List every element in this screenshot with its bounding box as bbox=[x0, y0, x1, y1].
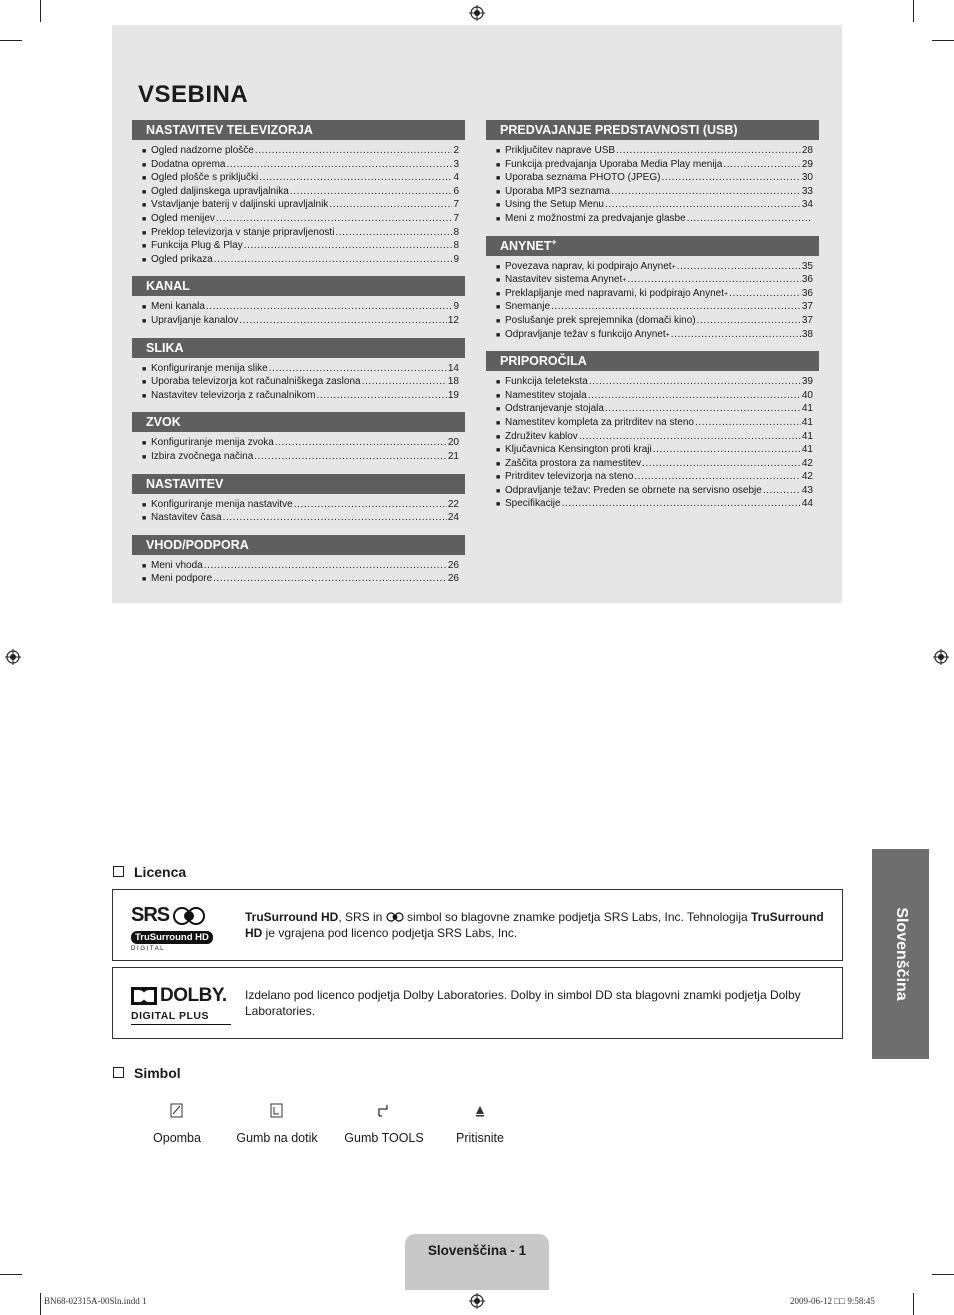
square-bullet-icon: ■ bbox=[142, 562, 147, 570]
toc-entry[interactable] bbox=[132, 159, 465, 173]
toc-entry-page: 14 bbox=[447, 362, 459, 374]
toc-section bbox=[132, 474, 465, 526]
toc-entry[interactable] bbox=[486, 172, 819, 186]
toc-entry-page: 12 bbox=[447, 314, 459, 326]
square-bullet-icon: ■ bbox=[496, 263, 501, 271]
toc-entry-title: Pritrditev televizorja na steno bbox=[505, 471, 634, 483]
square-bullet-icon: ■ bbox=[496, 487, 501, 495]
toc-entry-page: 26 bbox=[447, 559, 459, 571]
dot-leader bbox=[695, 417, 801, 430]
toc-entry[interactable] bbox=[486, 403, 819, 417]
toc-entry-page: 28 bbox=[801, 145, 813, 156]
dot-leader bbox=[206, 301, 453, 314]
toc-entry[interactable] bbox=[132, 512, 465, 526]
tools-icon bbox=[340, 1103, 428, 1123]
srs-licence-box bbox=[112, 889, 843, 961]
dolby-licence-text: Izdelano pod licenco podjetja Dolby Laboratories. Dolby in simbol DD sta blagovni znamki podjetja Dolby Laboratories. bbox=[245, 988, 801, 1018]
square-bullet-icon: ■ bbox=[496, 447, 501, 455]
toc-entry-page: 9 bbox=[453, 301, 459, 313]
toc-entry-title: Ogled plošče s priključki bbox=[151, 172, 259, 184]
dot-leader bbox=[611, 186, 801, 199]
square-bullet-icon: ■ bbox=[496, 188, 501, 196]
srs-logo-badge: TruSurround HD bbox=[131, 931, 213, 944]
toc-entry-title: Ogled menijev bbox=[151, 212, 215, 224]
toc-section-heading bbox=[132, 276, 465, 296]
srs-logo-sub: D I G I T A L bbox=[131, 946, 164, 952]
toc-entry-title: Vstavljanje baterij v daljinski upravljalnik bbox=[151, 199, 329, 211]
toc-entry-title: Funkcija Plug & Play bbox=[151, 240, 243, 252]
press-icon bbox=[448, 1103, 512, 1123]
dot-leader bbox=[605, 199, 801, 212]
toc-entry[interactable] bbox=[132, 213, 465, 227]
toc-entry-page: 3 bbox=[453, 158, 459, 170]
toc-entry-title: Združitev kablov bbox=[505, 430, 578, 442]
checkbox-bullet-icon bbox=[113, 1067, 124, 1078]
square-bullet-icon: ■ bbox=[142, 365, 147, 373]
toc-entry[interactable] bbox=[132, 254, 465, 268]
registration-mark-icon bbox=[469, 5, 485, 21]
toc-section-heading bbox=[486, 351, 819, 371]
toc-entry[interactable] bbox=[486, 417, 819, 431]
toc-entry-title: Uporaba televizorja kot računalniškega zaslona bbox=[151, 376, 361, 388]
square-bullet-icon: ■ bbox=[496, 474, 501, 482]
square-bullet-icon: ■ bbox=[496, 175, 501, 183]
toc-entry-title: Upravljanje kanalov bbox=[151, 314, 239, 326]
dot-leader bbox=[335, 227, 452, 240]
square-bullet-icon: ■ bbox=[496, 379, 501, 387]
toc-entry-page: 41 bbox=[801, 444, 813, 456]
toc-entry-page: 19 bbox=[447, 389, 459, 401]
toc-entry[interactable] bbox=[132, 499, 465, 513]
toc-entry-title: Konfiguriranje menija slike bbox=[151, 362, 268, 374]
toc-entry-title: Ogled daljinskega upravljalnika bbox=[151, 185, 289, 197]
srs-logo bbox=[131, 904, 223, 952]
toc-section bbox=[132, 276, 465, 328]
toc-entry[interactable] bbox=[132, 451, 465, 465]
toc-section-heading bbox=[132, 338, 465, 358]
square-bullet-icon: ■ bbox=[142, 440, 147, 448]
toc-entry-title: Odpravljanje težav: Preden se obrnete na servisno osebje bbox=[505, 484, 762, 496]
licence-heading-text: Licenca bbox=[134, 864, 187, 880]
square-bullet-icon: ■ bbox=[496, 419, 501, 427]
crop-mark bbox=[0, 40, 22, 41]
srs-text-part: , SRS in bbox=[338, 910, 386, 924]
srs-licence-text bbox=[245, 909, 834, 941]
toc-entry[interactable] bbox=[486, 301, 819, 315]
square-bullet-icon: ■ bbox=[142, 229, 147, 237]
srs-bold-term: TruSurround HD bbox=[245, 910, 824, 940]
dot-leader bbox=[588, 390, 801, 403]
dot-leader bbox=[589, 376, 801, 389]
symbol-note bbox=[140, 1103, 214, 1145]
crop-mark bbox=[40, 1293, 41, 1315]
toc-entry[interactable] bbox=[132, 301, 465, 315]
toc-entry-title: Nastavitev televizorja z računalnikom bbox=[151, 389, 316, 401]
symbol-label: Gumb na dotik bbox=[236, 1131, 318, 1145]
dot-leader bbox=[204, 560, 447, 573]
toc-entry[interactable] bbox=[486, 199, 819, 213]
toc-entry[interactable] bbox=[486, 390, 819, 404]
square-bullet-icon: ■ bbox=[496, 406, 501, 414]
square-bullet-icon: ■ bbox=[142, 243, 147, 251]
toc-section-heading bbox=[486, 120, 819, 140]
dot-leader bbox=[723, 159, 801, 172]
toc-entry-title: Odstranjevanje stojala bbox=[505, 403, 604, 415]
language-side-tab bbox=[872, 849, 929, 1059]
toc-entry[interactable] bbox=[486, 498, 819, 512]
toc-entry-page: 7 bbox=[453, 212, 459, 224]
toc-entry-title: Snemanje bbox=[505, 301, 551, 313]
toc-entry-title: Preklapljanje med napravami, ki podpirajo Anynet bbox=[505, 287, 725, 299]
toc-column-right bbox=[486, 120, 819, 521]
square-bullet-icon: ■ bbox=[496, 317, 501, 325]
square-bullet-icon: ■ bbox=[496, 202, 501, 210]
licence-heading bbox=[113, 864, 186, 880]
dot-leader bbox=[697, 315, 801, 328]
toc-entry[interactable] bbox=[132, 573, 465, 587]
dot-leader bbox=[329, 199, 452, 212]
dot-leader bbox=[653, 444, 801, 457]
square-bullet-icon: ■ bbox=[142, 304, 147, 312]
toc-entry-superscript: + bbox=[622, 277, 627, 285]
srs-inline-symbol-icon bbox=[386, 912, 404, 922]
toc-entry-title: Namestitev kompleta za pritrditev na steno bbox=[505, 416, 694, 428]
square-bullet-icon: ■ bbox=[496, 331, 501, 339]
toc-entry-title: Using the Setup Menu bbox=[505, 199, 604, 211]
toc-entry-page: 8 bbox=[453, 226, 459, 238]
dot-leader bbox=[255, 145, 453, 158]
toc-section bbox=[132, 338, 465, 404]
toc-entry-page: 8 bbox=[453, 240, 459, 252]
registration-mark-icon bbox=[933, 649, 949, 665]
toc-entry-page: 36 bbox=[801, 287, 813, 299]
square-bullet-icon: ■ bbox=[496, 277, 501, 285]
square-bullet-icon: ■ bbox=[496, 304, 501, 312]
toc-entry-page: 9 bbox=[453, 253, 459, 265]
toc-entry-title: Zaščita prostora za namestitev bbox=[505, 457, 642, 469]
toc-entry[interactable] bbox=[132, 376, 465, 390]
square-bullet-icon: ■ bbox=[142, 453, 147, 461]
toc-entry-title: Uporaba seznama PHOTO (JPEG) bbox=[505, 172, 661, 184]
toc-section-heading-text: VHOD/PODPORA bbox=[146, 537, 249, 552]
toc-entry-title: Ogled prikaza bbox=[151, 253, 213, 265]
toc-entry[interactable] bbox=[132, 560, 465, 574]
toc-entry[interactable] bbox=[486, 288, 819, 302]
toc-entry-page: 18 bbox=[447, 376, 459, 388]
square-bullet-icon: ■ bbox=[496, 501, 501, 509]
toc-section bbox=[132, 120, 465, 267]
dot-leader bbox=[244, 240, 453, 253]
toc-entry[interactable] bbox=[132, 199, 465, 213]
toc-entry-title: Funkcija predvajanja Uporaba Media Play menija bbox=[505, 158, 723, 170]
toc-entry[interactable] bbox=[132, 363, 465, 377]
toc-entry-title: Dodatna oprema bbox=[151, 158, 226, 170]
srs-text-part: je vgrajena pod licenco podjetja SRS Labs, Inc. bbox=[262, 926, 518, 940]
toc-entry-page: 41 bbox=[801, 430, 813, 442]
toc-entry-title: Ogled nadzorne plošče bbox=[151, 145, 254, 156]
toc-entry[interactable] bbox=[486, 145, 819, 159]
toc-entry-page: 39 bbox=[801, 376, 813, 388]
toc-entry[interactable] bbox=[486, 213, 819, 227]
dot-leader bbox=[616, 145, 801, 158]
toc-entry-title: Funkcija teleteksta bbox=[505, 376, 588, 388]
square-bullet-icon: ■ bbox=[496, 460, 501, 468]
square-bullet-icon: ■ bbox=[142, 161, 147, 169]
toc-entry-page: 36 bbox=[801, 274, 813, 286]
toc-entry-title: Poslušanje prek sprejemnika (domači kino) bbox=[505, 314, 696, 326]
square-bullet-icon: ■ bbox=[496, 290, 501, 298]
toc-entry-title: Nastavitev sistema Anynet bbox=[505, 274, 623, 286]
symbol-tools bbox=[340, 1103, 428, 1145]
dot-leader bbox=[259, 172, 452, 185]
toc-entry-title: Konfiguriranje menija zvoka bbox=[151, 437, 274, 449]
crop-mark bbox=[932, 1274, 954, 1275]
toc-section bbox=[486, 351, 819, 512]
date-slug: 2009-06-12 □□ 9:58:45 bbox=[790, 1296, 875, 1306]
toc-entry-page: 41 bbox=[801, 403, 813, 415]
toc-entry[interactable] bbox=[132, 172, 465, 186]
toc-entry-title: Preklop televizorja v stanje pripravljenosti bbox=[151, 226, 335, 238]
dot-leader bbox=[275, 437, 447, 450]
symbol-heading bbox=[113, 1065, 181, 1081]
toc-entry-page: 37 bbox=[801, 301, 813, 313]
toc-entry-title: Izbira zvočnega načina bbox=[151, 450, 254, 462]
dot-leader bbox=[677, 261, 801, 274]
crop-mark bbox=[40, 0, 41, 22]
toc-entry-title: Meni vhoda bbox=[151, 559, 203, 571]
toc-section bbox=[132, 412, 465, 464]
toc-entry-title: Povezava naprav, ki podpirajo Anynet bbox=[505, 260, 672, 272]
toc-heading-superscript: + bbox=[551, 236, 557, 247]
square-bullet-icon: ■ bbox=[142, 501, 147, 509]
toc-entry-page: 4 bbox=[453, 172, 459, 184]
toc-section-heading bbox=[132, 535, 465, 555]
toc-section-heading-text: KANAL bbox=[146, 279, 190, 294]
toc-entry-page: 44 bbox=[801, 498, 813, 510]
toc-entry-title: Ključavnica Kensington proti kraji bbox=[505, 444, 652, 456]
square-bullet-icon: ■ bbox=[496, 392, 501, 400]
dot-leader bbox=[661, 172, 800, 185]
square-bullet-icon: ■ bbox=[142, 379, 147, 387]
toc-entry-page: 37 bbox=[801, 314, 813, 326]
dot-leader bbox=[362, 376, 447, 389]
toc-entry-page: 30 bbox=[801, 172, 813, 184]
toc-entry[interactable] bbox=[486, 159, 819, 173]
symbol-label: Opomba bbox=[153, 1131, 201, 1145]
dot-leader bbox=[687, 213, 812, 226]
square-bullet-icon: ■ bbox=[142, 317, 147, 325]
toc-entry[interactable] bbox=[486, 471, 819, 485]
toc-section-heading-text: PRIPOROČILA bbox=[500, 354, 587, 369]
toc-section-heading bbox=[132, 474, 465, 494]
toc-entry-page: 6 bbox=[453, 185, 459, 197]
toc-column-left bbox=[132, 120, 465, 596]
square-bullet-icon: ■ bbox=[496, 148, 501, 155]
dot-leader bbox=[605, 403, 801, 416]
dot-leader bbox=[239, 315, 447, 328]
toc-entry[interactable] bbox=[486, 261, 819, 275]
toc-section-heading bbox=[486, 236, 819, 256]
dot-leader bbox=[579, 431, 801, 444]
square-bullet-icon: ■ bbox=[142, 188, 147, 196]
toc-entry[interactable] bbox=[486, 274, 819, 288]
square-bullet-icon: ■ bbox=[142, 215, 147, 223]
toc-entry-page: 42 bbox=[801, 457, 813, 469]
toc-entry[interactable] bbox=[132, 437, 465, 451]
toc-entry-title: Priključitev naprave USB bbox=[505, 145, 616, 156]
square-bullet-icon: ■ bbox=[142, 515, 147, 523]
toc-section-heading-text: NASTAVITEV TELEVIZORJA bbox=[146, 123, 313, 137]
toc-entry-page: 22 bbox=[447, 498, 459, 510]
symbol-one-touch bbox=[234, 1103, 320, 1145]
toc-section-heading-text: SLIKA bbox=[146, 340, 184, 355]
dot-leader bbox=[317, 390, 447, 403]
registration-mark-icon bbox=[469, 1293, 485, 1309]
toc-section bbox=[486, 236, 819, 343]
square-bullet-icon: ■ bbox=[496, 161, 501, 169]
toc-entry-title: Meni z možnostmi za predvajanje glasbe bbox=[505, 212, 686, 224]
square-bullet-icon: ■ bbox=[142, 202, 147, 210]
dolby-logo-word: DOLBY. bbox=[160, 985, 227, 1006]
square-bullet-icon: ■ bbox=[142, 175, 147, 183]
toc-section-heading bbox=[132, 412, 465, 432]
toc-entry-superscript: + bbox=[671, 263, 676, 271]
dot-leader bbox=[216, 213, 453, 226]
toc-entry-title: Uporaba MP3 seznama bbox=[505, 185, 611, 197]
dolby-logo-sub: DIGITAL PLUS bbox=[131, 1010, 231, 1025]
toc-section-heading bbox=[132, 120, 465, 140]
square-bullet-icon: ■ bbox=[142, 256, 147, 264]
toc-entry[interactable] bbox=[486, 458, 819, 472]
toc-entry-page: 43 bbox=[801, 484, 813, 496]
dot-leader bbox=[729, 288, 801, 301]
toc-entry-page: 42 bbox=[801, 471, 813, 483]
toc-section-heading-text: ANYNET bbox=[500, 238, 552, 253]
symbol-label: Gumb TOOLS bbox=[344, 1131, 424, 1145]
toc-entry-page: 40 bbox=[801, 389, 813, 401]
page-title: VSEBINA bbox=[138, 81, 249, 108]
symbol-label: Pritisnite bbox=[456, 1131, 504, 1145]
dot-leader bbox=[551, 301, 801, 314]
toc-entry-title: Nastavitev časa bbox=[151, 512, 222, 524]
toc-entry[interactable] bbox=[486, 315, 819, 329]
dot-leader bbox=[254, 451, 447, 464]
toc-entry-page: 26 bbox=[447, 573, 459, 585]
toc-entry-page: 20 bbox=[447, 437, 459, 449]
toc-section-heading-text: NASTAVITEV bbox=[146, 476, 224, 491]
registration-mark-icon bbox=[5, 649, 21, 665]
symbol-heading-text: Simbol bbox=[134, 1065, 181, 1081]
toc-section bbox=[486, 120, 819, 227]
toc-entry-page: 35 bbox=[801, 260, 813, 272]
toc-entry-page: 7 bbox=[453, 199, 459, 211]
symbol-press bbox=[448, 1103, 512, 1145]
toc-entry-page: 24 bbox=[447, 512, 459, 524]
language-side-tab-label: Slovenščina bbox=[892, 907, 910, 1001]
square-bullet-icon: ■ bbox=[496, 433, 501, 441]
dot-leader bbox=[627, 274, 801, 287]
toc-entry[interactable] bbox=[486, 376, 819, 390]
dot-leader bbox=[634, 471, 800, 484]
toc-entry[interactable] bbox=[132, 145, 465, 159]
toc-entry-page: 34 bbox=[801, 199, 813, 211]
toc-entry-page: 29 bbox=[801, 158, 813, 170]
note-icon bbox=[140, 1103, 214, 1123]
dot-leader bbox=[290, 186, 453, 199]
dolby-licence-box bbox=[112, 967, 843, 1039]
toc-entry[interactable] bbox=[486, 186, 819, 200]
crop-mark bbox=[913, 0, 914, 22]
crop-mark bbox=[913, 1293, 914, 1315]
square-bullet-icon: ■ bbox=[142, 392, 147, 400]
toc-entry-page: 21 bbox=[447, 450, 459, 462]
crop-mark bbox=[0, 1274, 22, 1275]
toc-section-heading-text: PREDVAJANJE PREDSTAVNOSTI (USB) bbox=[500, 123, 738, 137]
toc-entry-title: Specifikacije bbox=[505, 498, 561, 510]
crop-mark bbox=[932, 40, 954, 41]
toc-entry-title: Meni kanala bbox=[151, 301, 205, 313]
dot-leader bbox=[213, 573, 447, 586]
dot-leader bbox=[214, 254, 453, 267]
toc-entry-title: Meni podpore bbox=[151, 573, 213, 585]
square-bullet-icon: ■ bbox=[142, 576, 147, 584]
toc-entry[interactable] bbox=[132, 227, 465, 241]
srs-circle-icon bbox=[171, 907, 209, 925]
toc-entry[interactable] bbox=[132, 186, 465, 200]
dot-leader bbox=[763, 485, 801, 498]
dot-leader bbox=[671, 329, 801, 342]
square-bullet-icon: ■ bbox=[496, 215, 501, 223]
toc-entry-title: Konfiguriranje menija nastavitve bbox=[151, 498, 293, 510]
toc-entry-title: Odpravljanje težav s funkcijo Anynet bbox=[505, 328, 666, 340]
toc-entry[interactable] bbox=[486, 485, 819, 499]
dot-leader bbox=[642, 458, 801, 471]
toc-entry[interactable] bbox=[132, 390, 465, 404]
toc-entry[interactable] bbox=[486, 444, 819, 458]
toc-entry[interactable] bbox=[486, 431, 819, 445]
toc-entry-page: 33 bbox=[801, 185, 813, 197]
toc-section-heading-text: ZVOK bbox=[146, 415, 181, 430]
checkbox-bullet-icon bbox=[113, 866, 124, 877]
toc-entry[interactable] bbox=[132, 240, 465, 254]
toc-section bbox=[132, 535, 465, 587]
dolby-dd-icon bbox=[131, 987, 157, 1005]
dot-leader bbox=[269, 363, 447, 376]
toc-entry[interactable] bbox=[132, 315, 465, 329]
dot-leader bbox=[294, 499, 447, 512]
toc-entry-page: 41 bbox=[801, 416, 813, 428]
dolby-logo bbox=[131, 985, 231, 1025]
square-bullet-icon: ■ bbox=[142, 148, 147, 155]
toc-entry[interactable] bbox=[486, 329, 819, 343]
toc-entry-superscript: + bbox=[665, 331, 670, 339]
toc-entry-title: Namestitev stojala bbox=[505, 389, 587, 401]
toc-entry-page: 2 bbox=[453, 145, 459, 156]
file-slug: BN68-02315A-00Sln.indd 1 bbox=[44, 1296, 147, 1306]
dot-leader bbox=[562, 498, 801, 511]
dot-leader bbox=[223, 512, 447, 525]
toc-entry-superscript: + bbox=[724, 290, 729, 298]
srs-text-part: simbol so blagovne znamke podjetja SRS Labs, Inc. Tehnologija bbox=[403, 910, 752, 924]
srs-logo-word: SRS bbox=[131, 904, 170, 926]
toc-entry-page: 38 bbox=[801, 328, 813, 340]
srs-bold-term: TruSurround HD bbox=[245, 910, 339, 924]
page-number-tab: Slovenščina - 1 bbox=[405, 1234, 549, 1290]
dot-leader bbox=[227, 159, 453, 172]
one-touch-icon bbox=[234, 1103, 320, 1123]
